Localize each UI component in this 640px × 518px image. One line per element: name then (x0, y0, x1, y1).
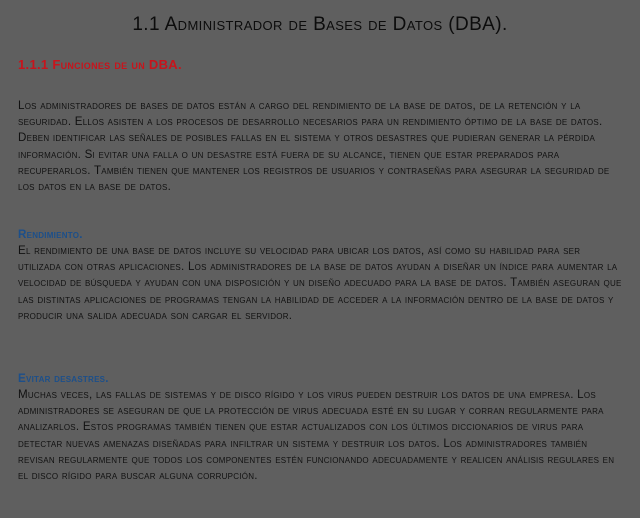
heading-rendimiento: Rendimiento. (18, 228, 83, 241)
section-subtitle: 1.1.1 Funciones de un DBA. (18, 57, 182, 72)
paragraph-rendimiento: El rendimiento de una base de datos incluye su velocidad para ubicar los datos, así como su habilidad para ser utilizada con otras aplicaciones. Los administradores de la base de datos ayudan a diseñar un índice para aumentar la velocidad de búsqueda y ayudan con una disposición y un diseño adecuado para la base de datos. También aseguran que las distintas aplicaciones de programas tengan la habilidad de acceder a la información dentro de la base de datos y producir una salida adecuada son cargar el servidor. (18, 244, 622, 322)
page-title: 1.1 Administrador de Bases de Datos (DBA). (132, 14, 508, 35)
intro-paragraph: Los administradores de bases de datos están a cargo del rendimiento de la base de datos, de la retención y la seguridad. Ellos asisten a los procesos de desarrollo necesarios para un rendimiento óptimo de la base de datos. Deben identificar las señales de posibles fallas en el sistema y otros desastres que pudieran generar la pérdida información. Si evitar una falla o un desastre está fuera de su alcance, tienen que estar preparados para recuperarlos. También tienen que mantener los registros de usuarios y contraseñas para asegurar la seguridad de los datos en la base de datos. (18, 99, 610, 194)
paragraph-evitar-desastres: Muchas veces, las fallas de sistemas y de disco rígido y los virus pueden destruir los datos de una empresa. Los administradores se aseguran de que la protección de virus adecuada esté en su lugar y corran regularmente para analizarlos. Estos programas también tienen que estar actualizados con los últimos diccionarios de virus para detectar nuevas amenazas diseñadas para infiltrar un sistema y destruir los datos. Los administradores también revisan regularmente que todos los componentes estén funcionando adecuadamente y realicen análisis regulares en el disco rígido para buscar alguna corrupción. (18, 388, 615, 483)
heading-evitar-desastres: Evitar desastres. (18, 372, 109, 385)
